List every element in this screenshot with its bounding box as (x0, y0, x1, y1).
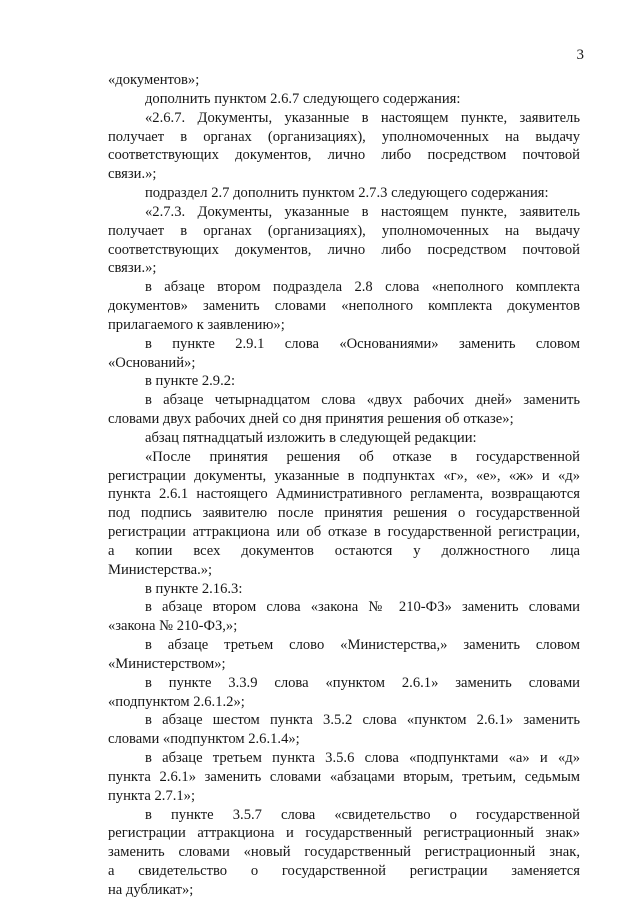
text-line: регистрации документы, указанные в подпунктах «г», «е», «ж» и «д» (108, 468, 580, 484)
text-line: а копии всех документов остаются у должностного лица (108, 543, 580, 559)
text-line: заменить словами «новый государственный регистрационный знак, (108, 844, 580, 860)
text-line: в абзаце третьем пункта 3.5.6 слова «подпунктами «а» и «д» (145, 750, 580, 766)
text-line: регистрации аттракциона или об отказе в государственной регистрации, (108, 524, 580, 540)
text-line: в абзаце шестом пункта 3.5.2 слова «пунктом 2.6.1» заменить (145, 712, 580, 728)
text-line: пункта 2.6.1 настоящего Административного регламента, возвращаются (108, 486, 580, 502)
page-number: 3 (576, 47, 584, 63)
text-line: «подпунктом 2.6.1.2»; (108, 694, 245, 710)
text-line: Министерства.»; (108, 562, 213, 578)
text-line: «После принятия решения об отказе в государственной (145, 449, 580, 465)
text-line: словами двух рабочих дней со дня принятия решения об отказе»; (108, 411, 514, 427)
text-line: «закона № 210-ФЗ,»; (108, 618, 238, 634)
text-line: получает в органах (организациях), уполномоченных на выдачу (108, 129, 580, 145)
text-line: в абзаце втором подраздела 2.8 слова «неполного комплекта (145, 279, 580, 295)
text-line: а свидетельство о государственной регистрации заменяется (108, 863, 580, 879)
text-line: «Министерством»; (108, 656, 226, 672)
text-line: в пункте 2.9.1 слова «Основаниями» заменить словом (145, 336, 580, 352)
text-line: дополнить пунктом 2.6.7 следующего содержания: (145, 91, 461, 107)
text-line: прилагаемого к заявлению»; (108, 317, 285, 333)
text-line: связи.»; (108, 166, 157, 182)
text-line: «Оснований»; (108, 355, 196, 371)
text-line: документов» заменить словами «неполного комплекта документов (108, 298, 580, 314)
text-line: в абзаце втором слова «закона № 210-ФЗ» заменить словами (145, 599, 580, 615)
text-line: на дубликат»; (108, 882, 194, 898)
text-line: в пункте 3.3.9 слова «пунктом 2.6.1» заменить словами (145, 675, 580, 691)
text-line: «документов»; (108, 72, 200, 88)
text-line: в абзаце третьем слово «Министерства,» заменить словом (145, 637, 580, 653)
text-line: словами «подпунктом 2.6.1.4»; (108, 731, 300, 747)
text-line: соответствующих документов, лично либо посредством почтовой (108, 147, 580, 163)
text-line: «2.6.7. Документы, указанные в настоящем пункте, заявитель (145, 110, 580, 126)
text-line: связи.»; (108, 260, 157, 276)
text-line: в пункте 3.5.7 слова «свидетельство о государственной (145, 807, 580, 823)
text-line: в абзаце четырнадцатом слова «двух рабочих дней» заменить (145, 392, 580, 408)
text-line: в пункте 2.9.2: (145, 373, 236, 389)
text-line: в пункте 2.16.3: (145, 581, 243, 597)
text-line: под подпись заявителю после принятия решения о государственной (108, 505, 580, 521)
text-line: подраздел 2.7 дополнить пунктом 2.7.3 следующего содержания: (145, 185, 549, 201)
text-line: «2.7.3. Документы, указанные в настоящем пункте, заявитель (145, 204, 580, 220)
text-line: регистрации аттракциона и государственный регистрационный знак» (108, 825, 580, 841)
text-line: абзац пятнадцатый изложить в следующей редакции: (145, 430, 477, 446)
text-line: пункта 2.7.1»; (108, 788, 196, 804)
text-line: соответствующих документов, лично либо посредством почтовой (108, 242, 580, 258)
text-line: получает в органах (организациях), уполномоченных на выдачу (108, 223, 580, 239)
text-line: пункта 2.6.1» заменить словами «абзацами вторым, третьим, седьмым (108, 769, 580, 785)
